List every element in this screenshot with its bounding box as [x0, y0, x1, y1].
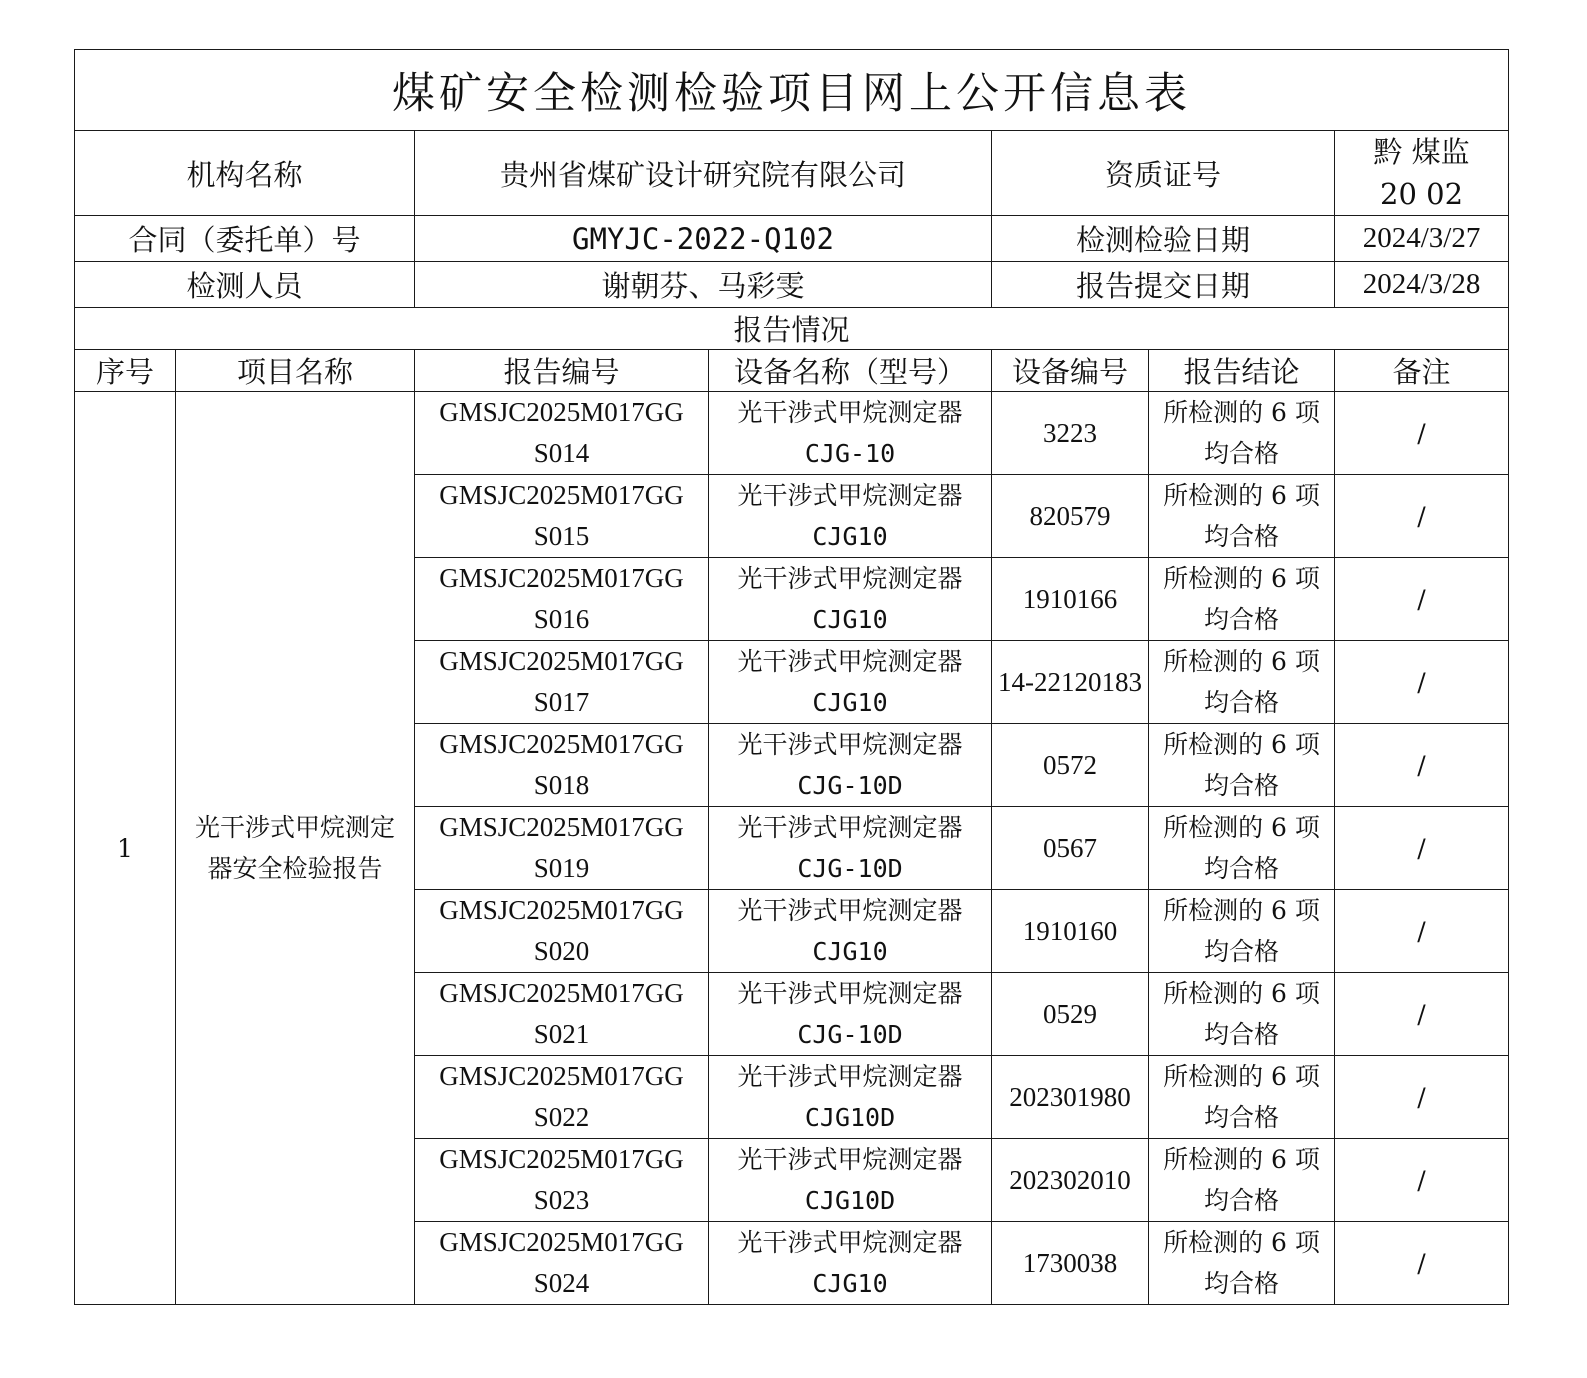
report-number-part: S024	[533, 1268, 590, 1298]
report-number	[415, 1139, 709, 1222]
device-name-part: 光干涉式甲烷测定器	[737, 813, 963, 842]
cert-number-line2: 20 02	[1380, 177, 1464, 211]
device-name	[709, 1056, 992, 1139]
device-number: 3223	[992, 392, 1149, 475]
device-name-part: 光干涉式甲烷测定器	[737, 730, 963, 759]
remark: /	[1335, 1139, 1509, 1222]
remark: /	[1335, 1222, 1509, 1305]
device-name	[709, 641, 992, 724]
report-conclusion: 所检测的 6 项均合格	[1149, 1056, 1335, 1139]
contract-number-value: GMYJC-2022-Q102	[415, 216, 992, 262]
cert-number-label: 资质证号	[992, 131, 1335, 216]
device-name-part: CJG10	[812, 1269, 888, 1298]
report-number-part: S016	[533, 604, 590, 634]
report-number-part: GMSJC2025M017GG	[439, 812, 684, 842]
report-number	[415, 475, 709, 558]
device-name-part: 光干涉式甲烷测定器	[737, 647, 963, 676]
device-name-part: CJG-10D	[797, 771, 903, 800]
device-name-part: CJG10D	[804, 1103, 896, 1132]
device-name-part: 光干涉式甲烷测定器	[737, 564, 963, 593]
report-number-part: GMSJC2025M017GG	[439, 397, 684, 427]
remark: /	[1335, 558, 1509, 641]
report-number-part: S020	[533, 936, 590, 966]
device-name-part: 光干涉式甲烷测定器	[737, 979, 963, 1008]
report-number-part: GMSJC2025M017GG	[439, 1144, 684, 1174]
device-name-part: 光干涉式甲烷测定器	[737, 1228, 963, 1257]
submit-date-label: 报告提交日期	[992, 262, 1335, 308]
device-name-part: CJG10D	[804, 1186, 896, 1215]
report-number-part: S017	[533, 687, 590, 717]
report-conclusion: 所检测的 6 项均合格	[1149, 890, 1335, 973]
device-name	[709, 1222, 992, 1305]
sequence-number: 1	[75, 392, 176, 1305]
column-header: 序号	[75, 350, 176, 392]
project-name: 光干涉式甲烷测定器安全检验报告	[176, 392, 415, 1305]
submit-date-value: 2024/3/28	[1335, 262, 1509, 308]
contract-number-label: 合同（委托单）号	[75, 216, 415, 262]
report-number-part: GMSJC2025M017GG	[439, 480, 684, 510]
report-number	[415, 807, 709, 890]
info-table	[74, 49, 1509, 1305]
report-number	[415, 973, 709, 1056]
cert-number-line1: 黔 煤监	[1373, 135, 1470, 169]
report-number-part: S023	[533, 1185, 590, 1215]
device-name-part: CJG10	[812, 937, 888, 966]
column-header: 报告编号	[415, 350, 709, 392]
device-name	[709, 1139, 992, 1222]
report-number	[415, 392, 709, 475]
report-number-part: S019	[533, 853, 590, 883]
table-row	[75, 392, 1509, 475]
report-number-part: S018	[533, 770, 590, 800]
device-number: 820579	[992, 475, 1149, 558]
report-conclusion: 所检测的 6 项均合格	[1149, 973, 1335, 1056]
device-number: 0567	[992, 807, 1149, 890]
device-number: 202302010	[992, 1139, 1149, 1222]
report-conclusion: 所检测的 6 项均合格	[1149, 724, 1335, 807]
report-conclusion: 所检测的 6 项均合格	[1149, 475, 1335, 558]
report-number-part: GMSJC2025M017GG	[439, 895, 684, 925]
device-name-part: CJG10	[812, 688, 888, 717]
column-header: 项目名称	[176, 350, 415, 392]
device-name	[709, 807, 992, 890]
device-name	[709, 392, 992, 475]
remark: /	[1335, 890, 1509, 973]
device-name	[709, 890, 992, 973]
device-name-part: 光干涉式甲烷测定器	[737, 896, 963, 925]
report-number	[415, 724, 709, 807]
device-number: 0572	[992, 724, 1149, 807]
column-header: 报告结论	[1149, 350, 1335, 392]
report-number-part: S022	[533, 1102, 590, 1132]
document-title: 煤矿安全检测检验项目网上公开信息表	[75, 50, 1509, 131]
device-name	[709, 973, 992, 1056]
device-number: 14-22120183	[992, 641, 1149, 724]
report-conclusion: 所检测的 6 项均合格	[1149, 641, 1335, 724]
report-number-part: S015	[533, 521, 590, 551]
report-number-part: GMSJC2025M017GG	[439, 1227, 684, 1257]
remark: /	[1335, 1056, 1509, 1139]
report-number	[415, 641, 709, 724]
report-number	[415, 1056, 709, 1139]
column-header-row	[75, 350, 1509, 392]
column-header: 设备编号	[992, 350, 1149, 392]
report-number-part: GMSJC2025M017GG	[439, 563, 684, 593]
report-number-part: GMSJC2025M017GG	[439, 1061, 684, 1091]
report-number-part: GMSJC2025M017GG	[439, 978, 684, 1008]
remark: /	[1335, 641, 1509, 724]
report-conclusion: 所检测的 6 项均合格	[1149, 1222, 1335, 1305]
device-number: 1910166	[992, 558, 1149, 641]
report-number	[415, 1222, 709, 1305]
report-conclusion: 所检测的 6 项均合格	[1149, 392, 1335, 475]
device-name-part: CJG-10D	[797, 1020, 903, 1049]
org-name-label: 机构名称	[75, 131, 415, 216]
report-number	[415, 890, 709, 973]
remark: /	[1335, 973, 1509, 1056]
device-name	[709, 475, 992, 558]
remark: /	[1335, 475, 1509, 558]
device-number: 1910160	[992, 890, 1149, 973]
inspectors-label: 检测人员	[75, 262, 415, 308]
report-section-title: 报告情况	[75, 308, 1509, 350]
inspection-date-label: 检测检验日期	[992, 216, 1335, 262]
report-number-part: GMSJC2025M017GG	[439, 729, 684, 759]
report-conclusion: 所检测的 6 项均合格	[1149, 558, 1335, 641]
device-name-part: CJG-10	[804, 439, 896, 468]
org-name-value: 贵州省煤矿设计研究院有限公司	[415, 131, 992, 216]
inspection-date-value: 2024/3/27	[1335, 216, 1509, 262]
cert-number-value	[1335, 131, 1509, 216]
report-conclusion: 所检测的 6 项均合格	[1149, 807, 1335, 890]
device-name-part: CJG-10D	[797, 854, 903, 883]
report-conclusion: 所检测的 6 项均合格	[1149, 1139, 1335, 1222]
device-name-part: CJG10	[812, 605, 888, 634]
remark: /	[1335, 392, 1509, 475]
report-number-part: GMSJC2025M017GG	[439, 646, 684, 676]
remark: /	[1335, 807, 1509, 890]
report-number	[415, 558, 709, 641]
report-number-part: S021	[533, 1019, 590, 1049]
device-name	[709, 558, 992, 641]
device-name-part: 光干涉式甲烷测定器	[737, 398, 963, 427]
device-name	[709, 724, 992, 807]
device-name-part: 光干涉式甲烷测定器	[737, 1062, 963, 1091]
column-header: 设备名称（型号）	[709, 350, 992, 392]
device-number: 0529	[992, 973, 1149, 1056]
report-number-part: S014	[533, 438, 590, 468]
device-name-part: 光干涉式甲烷测定器	[737, 1145, 963, 1174]
device-name-part: 光干涉式甲烷测定器	[737, 481, 963, 510]
remark: /	[1335, 724, 1509, 807]
column-header: 备注	[1335, 350, 1509, 392]
device-number: 202301980	[992, 1056, 1149, 1139]
inspectors-value: 谢朝芬、马彩雯	[415, 262, 992, 308]
device-name-part: CJG10	[812, 522, 888, 551]
device-number: 1730038	[992, 1222, 1149, 1305]
